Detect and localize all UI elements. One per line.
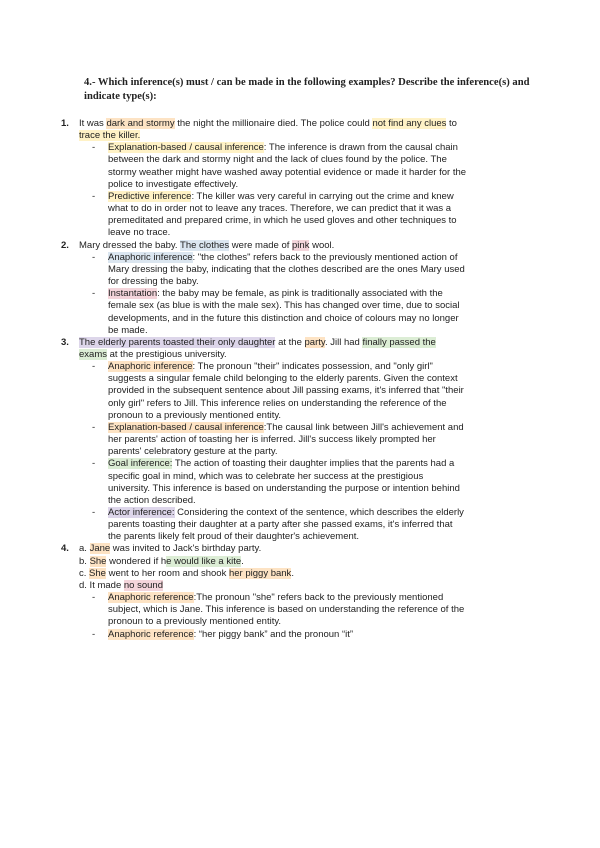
inference-description: what to do in order not to leave any traces. Therefore, we can predict that it was a xyxy=(108,203,452,215)
text-segment: wool. xyxy=(309,239,335,251)
exercise-heading: 4.- Which inference(s) must / can be made in the following examples? Describe the inference(s) and indicate type(s): xyxy=(84,77,530,102)
highlighted-text: party xyxy=(304,336,325,348)
item-text-line xyxy=(79,337,528,349)
inference-text-line xyxy=(108,495,528,507)
text-segment: d. It made xyxy=(79,579,124,591)
inference-description: parents' celebratory gesture at the party. xyxy=(108,446,278,458)
inference-type-label: Goal inference: xyxy=(108,458,173,470)
text-segment: went to her room and shook xyxy=(105,567,229,579)
inference-text-line xyxy=(108,167,528,179)
inference-list xyxy=(56,118,528,641)
inference-text-line xyxy=(108,203,528,215)
highlighted-text: Jane xyxy=(89,543,111,555)
inference-description: stormy weather might have washed away potential evidence or made it harder for the xyxy=(108,166,467,178)
dash-bullet-icon: - xyxy=(92,421,96,433)
text-segment: . xyxy=(241,555,244,567)
inference-description: : “her piggy bank” and the pronoun “it” xyxy=(193,628,354,640)
inference-description: her parents' action of toasting her is inferred. Jill's success likely prompted her xyxy=(108,434,436,446)
inference-bullet xyxy=(56,191,528,240)
dash-bullet-icon: - xyxy=(92,288,96,300)
inference-description: parents toasting their daughter at a party after she passed exams, it's inferred that xyxy=(108,519,453,531)
item-number: 1. xyxy=(61,118,69,129)
inference-text-line xyxy=(108,252,528,264)
inference-bullet xyxy=(56,629,528,641)
dash-bullet-icon: - xyxy=(92,458,96,470)
inference-type-label: Anaphoric inference xyxy=(108,251,193,263)
highlighted-text: finally passed the xyxy=(362,336,436,348)
inference-text-line xyxy=(108,507,528,519)
highlighted-text: no sound xyxy=(123,579,163,591)
dash-bullet-icon: - xyxy=(92,190,96,202)
inference-description: developments, and in the future this distinction and choice of colours may no longer xyxy=(108,312,459,324)
inference-bullet xyxy=(56,142,528,191)
inference-text-line xyxy=(108,629,528,641)
inference-description: police to investigate effectively. xyxy=(108,178,239,190)
item-text-line xyxy=(79,568,528,580)
inference-description: : "the clothes" refers back to the previously mentioned action of xyxy=(192,251,458,263)
inference-text-line xyxy=(108,446,528,458)
list-item xyxy=(56,240,528,252)
inference-text-line xyxy=(108,422,528,434)
inference-type-label: Anaphoric inference xyxy=(108,361,193,373)
inference-description: pronoun to a previously mentioned entity. xyxy=(108,409,282,421)
inference-text-line xyxy=(108,410,528,422)
inference-description: Considering the context of the sentence, which describes the elderly xyxy=(174,507,464,518)
dash-bullet-icon: - xyxy=(92,361,96,373)
inference-bullet xyxy=(56,507,528,543)
text-segment: Mary dressed the baby. xyxy=(79,239,181,251)
inference-text-line xyxy=(108,276,528,288)
inference-description: subject, which is Jane. This inference is based on understanding the reference of the xyxy=(108,604,465,616)
dash-bullet-icon: - xyxy=(92,507,96,518)
inference-description: pronoun to a previously mentioned entity. xyxy=(108,616,282,628)
inference-text-line xyxy=(108,288,528,300)
inference-text-line xyxy=(108,373,528,385)
text-segment: at the xyxy=(275,336,305,348)
text-segment: at the prestigious university. xyxy=(106,348,227,360)
inference-text-line xyxy=(108,398,528,410)
inference-description: only girl" refers to Jill. This inference relies on understanding the reference of the xyxy=(108,397,447,409)
item-text-line xyxy=(79,580,528,592)
inference-text-line xyxy=(108,313,528,325)
inference-text-line xyxy=(108,483,528,495)
text-segment: c. xyxy=(79,567,90,579)
text-segment: a. xyxy=(79,543,90,555)
list-item xyxy=(56,118,528,142)
inference-bullet xyxy=(56,252,528,288)
item-number: 2. xyxy=(61,239,69,251)
inference-description: : The pronoun "their" indicates possession, and "only girl" xyxy=(192,361,433,373)
dash-bullet-icon: - xyxy=(92,142,96,154)
inference-description: university. This inference is based on understanding the purpose or intention behind xyxy=(108,482,460,494)
inference-text-line xyxy=(108,191,528,203)
highlighted-text: trace the killer. xyxy=(79,130,141,142)
inference-description: : the baby may be female, as pink is traditionally associated with the xyxy=(157,288,443,300)
inference-bullet xyxy=(56,422,528,458)
inference-description: premeditated and prepared crime, in which he used gloves and other techniques to xyxy=(108,215,457,227)
text-segment: . Jill had xyxy=(324,336,363,348)
item-text-line xyxy=(79,543,528,555)
inference-text-line xyxy=(108,434,528,446)
inference-description: The action of toasting their daughter implies that the parents had a xyxy=(172,458,455,470)
highlighted-text: e would like a kite xyxy=(166,555,242,567)
inference-description: female sex (as blue is with the male sex). This has changed over time, due to social xyxy=(108,300,460,312)
inference-description: : The inference is drawn from the causal chain xyxy=(263,142,458,154)
highlighted-text: She xyxy=(89,567,106,579)
dash-bullet-icon: - xyxy=(92,592,96,604)
inference-type-label: Explanation-based / causal inference xyxy=(108,142,264,154)
highlighted-text: pink xyxy=(292,239,310,251)
inference-text-line xyxy=(108,385,528,397)
inference-text-line xyxy=(108,264,528,276)
highlighted-text: dark and stormy xyxy=(106,118,175,129)
dash-bullet-icon: - xyxy=(92,628,96,640)
inference-text-line xyxy=(108,300,528,312)
text-segment: the night the millionaire died. The police could xyxy=(174,118,373,129)
highlighted-text: not find any clues xyxy=(372,118,447,129)
inference-text-line xyxy=(108,154,528,166)
inference-bullet xyxy=(56,458,528,507)
inference-description: the action described. xyxy=(108,494,196,506)
inference-description: Mary dressing the baby, indicating that the clothes described are the ones Mary used xyxy=(108,263,465,275)
inference-text-line xyxy=(108,179,528,191)
inference-text-line xyxy=(108,471,528,483)
inference-text-line xyxy=(108,604,528,616)
inference-type-label: Anaphoric reference xyxy=(108,592,194,604)
text-segment: was invited to Jack's birthday party. xyxy=(110,543,262,555)
inference-text-line xyxy=(108,592,528,604)
inference-type-label: Anaphoric reference xyxy=(108,628,194,640)
highlighted-text: She xyxy=(89,555,107,567)
text-segment: to xyxy=(446,118,457,129)
list-item xyxy=(56,337,528,361)
inference-type-label: Explanation-based / causal inference xyxy=(108,421,264,433)
inference-description: provided in the subsequent sentence about Jill passing exams, it's inferred that "their xyxy=(108,385,464,397)
inference-description: : The killer was very careful in carrying out the crime and knew xyxy=(191,190,454,202)
inference-bullet xyxy=(56,288,528,337)
inference-type-label: Predictive inference xyxy=(108,190,192,202)
inference-text-line xyxy=(108,458,528,470)
item-text-line xyxy=(79,556,528,568)
text-segment: wondered if h xyxy=(106,555,167,567)
item-text-line xyxy=(79,118,528,130)
inference-text-line xyxy=(108,519,528,531)
dash-bullet-icon: - xyxy=(92,251,96,263)
text-segment: were made of xyxy=(229,239,293,251)
text-segment: It was xyxy=(79,118,107,129)
item-text-line xyxy=(79,130,528,142)
inference-description: be made. xyxy=(108,324,148,336)
item-number: 3. xyxy=(61,336,69,348)
inference-description: suggests a singular female child belonging to the elderly parents. Given the context xyxy=(108,373,458,385)
inference-text-line xyxy=(108,215,528,227)
inference-description: leave no trace. xyxy=(108,227,171,239)
inference-description: specific goal in mind, which was to celebrate her success at the prestigious xyxy=(108,470,424,482)
inference-description: between the dark and stormy night and the lack of clues found by the police. The xyxy=(108,154,447,166)
inference-description: for dressing the baby. xyxy=(108,276,199,288)
list-item xyxy=(56,543,528,592)
text-segment: b. xyxy=(79,555,90,567)
inference-description: :The causal link between Jill's achievement and xyxy=(263,421,464,433)
highlighted-text: exams xyxy=(79,348,107,360)
inference-text-line xyxy=(108,361,528,373)
inference-bullet xyxy=(56,592,528,628)
item-text-line xyxy=(79,349,528,361)
inference-description: :The pronoun "she" refers back to the previously mentioned xyxy=(193,592,444,604)
inference-text-line xyxy=(108,142,528,154)
highlighted-text: The elderly parents toasted their only daughter xyxy=(79,336,276,348)
text-segment: . xyxy=(291,567,294,579)
highlighted-text: The clothes xyxy=(180,239,230,251)
inference-bullet xyxy=(56,361,528,422)
inference-text-line xyxy=(108,325,528,337)
inference-type-label: Instantation xyxy=(108,288,158,300)
inference-description: the parents likely felt proud of their daughter's achievement. xyxy=(108,531,360,543)
item-number: 4. xyxy=(61,543,69,555)
highlighted-text: her piggy bank xyxy=(228,567,292,579)
item-text-line xyxy=(79,240,528,252)
inference-text-line xyxy=(108,531,528,543)
inference-text-line xyxy=(108,616,528,628)
inference-type-label: Actor inference: xyxy=(108,507,175,518)
inference-text-line xyxy=(108,227,528,239)
